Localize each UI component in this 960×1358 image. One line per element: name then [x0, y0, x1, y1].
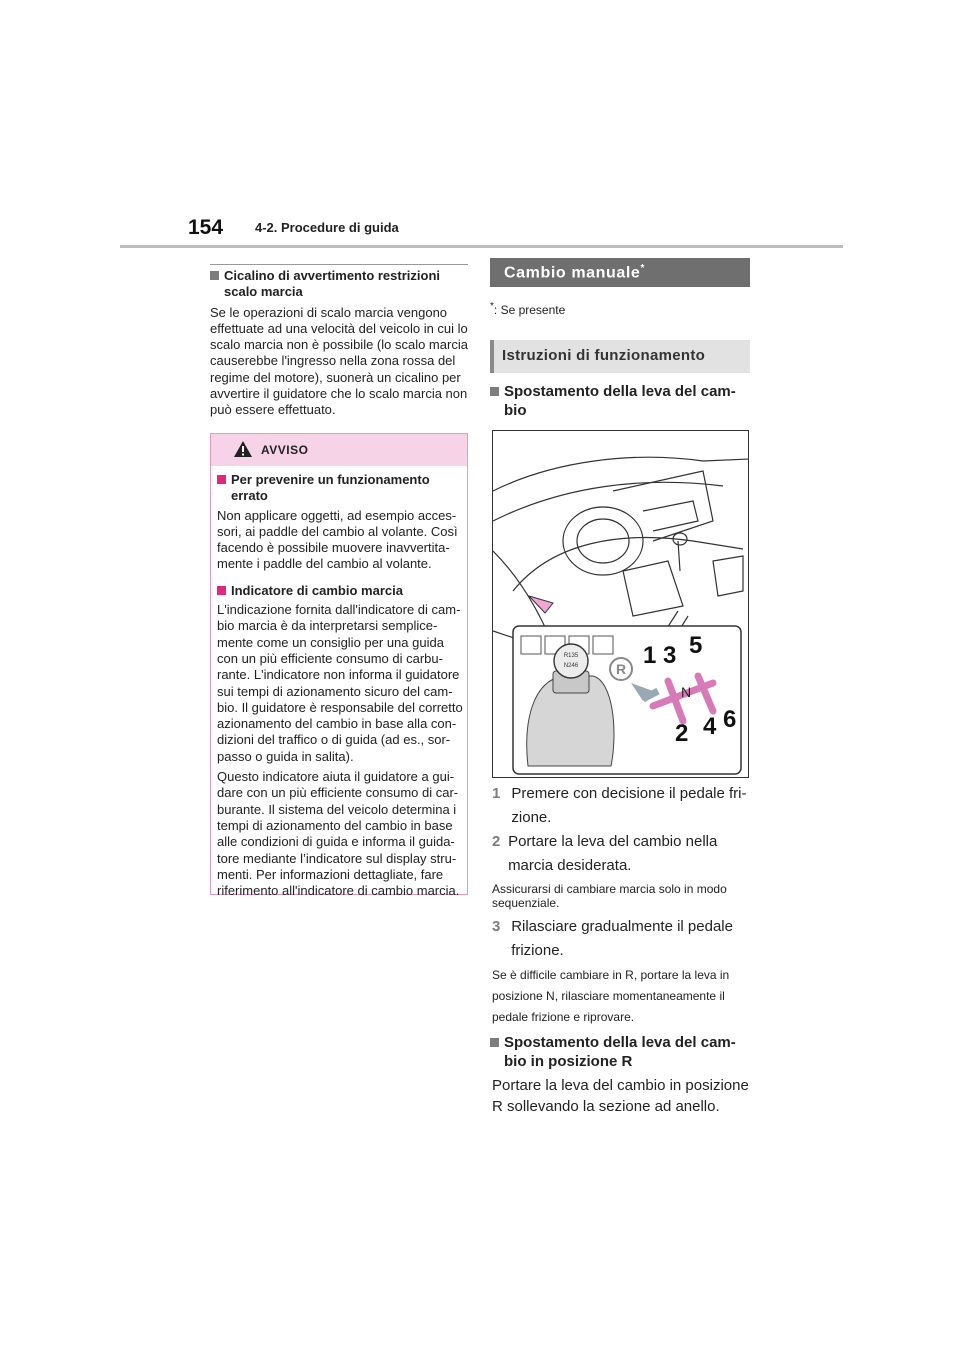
gear-1-label: 1 — [643, 642, 657, 669]
section-reference: 4-2. Procedure di guida — [255, 220, 399, 235]
retro-heading-row — [490, 1033, 752, 1071]
avviso-item-heading-text: Per prevenire un funzionamento errato — [231, 472, 430, 504]
gear-3-label: 3 — [663, 642, 677, 669]
step-number: 1 — [492, 785, 501, 802]
avviso-label: AVVISO — [261, 443, 309, 457]
knob-top-label: R135 — [563, 653, 579, 659]
page-number: 154 — [188, 216, 224, 239]
step-text: Portare la leva del cambio nella marcia desiderata. — [508, 833, 718, 874]
square-bullet-icon — [490, 387, 499, 396]
reverse-label: R — [615, 661, 627, 677]
left-section-divider — [210, 264, 468, 265]
cicalino-section — [210, 268, 468, 419]
avviso-paragraph: Non applicare oggetti, ad esempio acces-sori, ai paddle del cambio al volante. Così facendo è possibile muovere inavvertita-mente i paddle del cambio al volante. — [217, 507, 458, 572]
avviso-item-heading — [217, 583, 463, 599]
step-2 — [492, 830, 754, 878]
retro-body: Portare la leva del cambio in posizione R sollevando la sezione ad anello. — [492, 1077, 749, 1115]
neutral-label: N — [681, 684, 692, 700]
square-bullet-icon — [490, 1038, 499, 1047]
cicalino-heading — [210, 268, 468, 301]
note-reverse-difficulty: Se è difficile cambiare in R, portare la leva in posizione N, rilasciare momentaneamente il pedale frizione e riprovare. — [492, 968, 730, 1024]
knob-bottom-label: N246 — [563, 663, 579, 669]
avviso-content — [217, 472, 463, 899]
section-bar-accent — [490, 340, 494, 373]
avviso-box — [210, 433, 468, 899]
spostamento-heading — [490, 382, 752, 420]
avviso-item-heading-text: Indicatore di cambio marcia — [231, 582, 403, 598]
step-row — [492, 915, 754, 963]
step-1 — [492, 782, 754, 830]
avviso-header — [211, 434, 467, 466]
retro-heading — [490, 1033, 752, 1071]
gear-6-label: 6 — [723, 706, 737, 733]
header-divider — [120, 245, 843, 248]
footnote — [490, 301, 565, 317]
footnote-mark: * — [490, 301, 494, 312]
cicalino-heading-text: Cicalino di avvertimento restrizioni scalo marcia — [224, 268, 440, 300]
step-row — [492, 782, 754, 830]
step-row — [492, 830, 754, 878]
square-bullet-icon — [217, 475, 226, 484]
avviso-item-heading — [217, 472, 463, 505]
gear-5-label: 5 — [689, 632, 703, 659]
spostamento-heading-text: Spostamento della leva del cam-bio — [504, 383, 736, 419]
cicalino-body: Se le operazioni di scalo marcia vengono effettuate ad una velocità del veicolo in cui lo scalo marcia non è possibile (lo scalo marcia causerebbe l'ingresso nella zona rossa del regime del motore), suonerà un cicalino per avvertire il guidatore che lo scalo marcia non può essere effettuato. — [210, 304, 468, 418]
avviso-paragraph: L'indicazione fornita dall'indicatore di cam-bio marcia è da interpretarsi semplice-mente come un consiglio per una guida con un più efficiente consumo di carbu-rante. L'indicatore non informa il guidatore sui tempi di azionamento sicuro del cam-bio. Il guidatore è responsabile del corretto azionamento del cambio in base alla con-dizioni del traffico o di guida (ad es., sor-passo o guida in salita). — [217, 602, 463, 764]
chapter-title — [504, 263, 645, 282]
chapter-title-text: Cambio manuale — [504, 264, 641, 282]
gearshift-drawing — [493, 431, 749, 778]
retro-heading-text: Spostamento della leva del cam-bio in posizione R — [504, 1034, 736, 1070]
step-number: 3 — [492, 918, 501, 935]
step-3 — [492, 915, 754, 963]
gear-2-label: 2 — [675, 720, 689, 747]
step-text: Premere con decisione il pedale fri-zione. — [511, 785, 747, 826]
chapter-title-mark: * — [640, 263, 645, 274]
chapter-title-bar — [490, 258, 750, 287]
note-sequential: Assicurarsi di cambiare marcia solo in modo sequenziale. — [492, 882, 727, 910]
square-bullet-icon — [210, 271, 219, 280]
footnote-text: : Se presente — [493, 303, 566, 317]
step-number: 2 — [492, 833, 501, 850]
warning-triangle-icon — [233, 440, 253, 458]
avviso-paragraph: Questo indicatore aiuta il guidatore a gui-dare con un più efficiente consumo di car-burante. Il sistema del veicolo determina i tempi di azionamento del cambio in base alle condizioni di guida e informa il guida-tore mediante l’indicatore sul display stru-menti. Per informazioni dettagliate, fare riferimento all'indicatore di cambio marcia. — [217, 769, 460, 899]
step-text: Rilasciare gradualmente il pedale frizione. — [511, 918, 733, 959]
gearshift-illustration — [492, 430, 749, 778]
section-title: Istruzioni di funzionamento — [502, 347, 706, 364]
spostamento-heading-row — [490, 382, 752, 420]
section-title-bar — [490, 340, 750, 373]
gear-4-label: 4 — [703, 713, 717, 740]
square-bullet-icon — [217, 586, 226, 595]
